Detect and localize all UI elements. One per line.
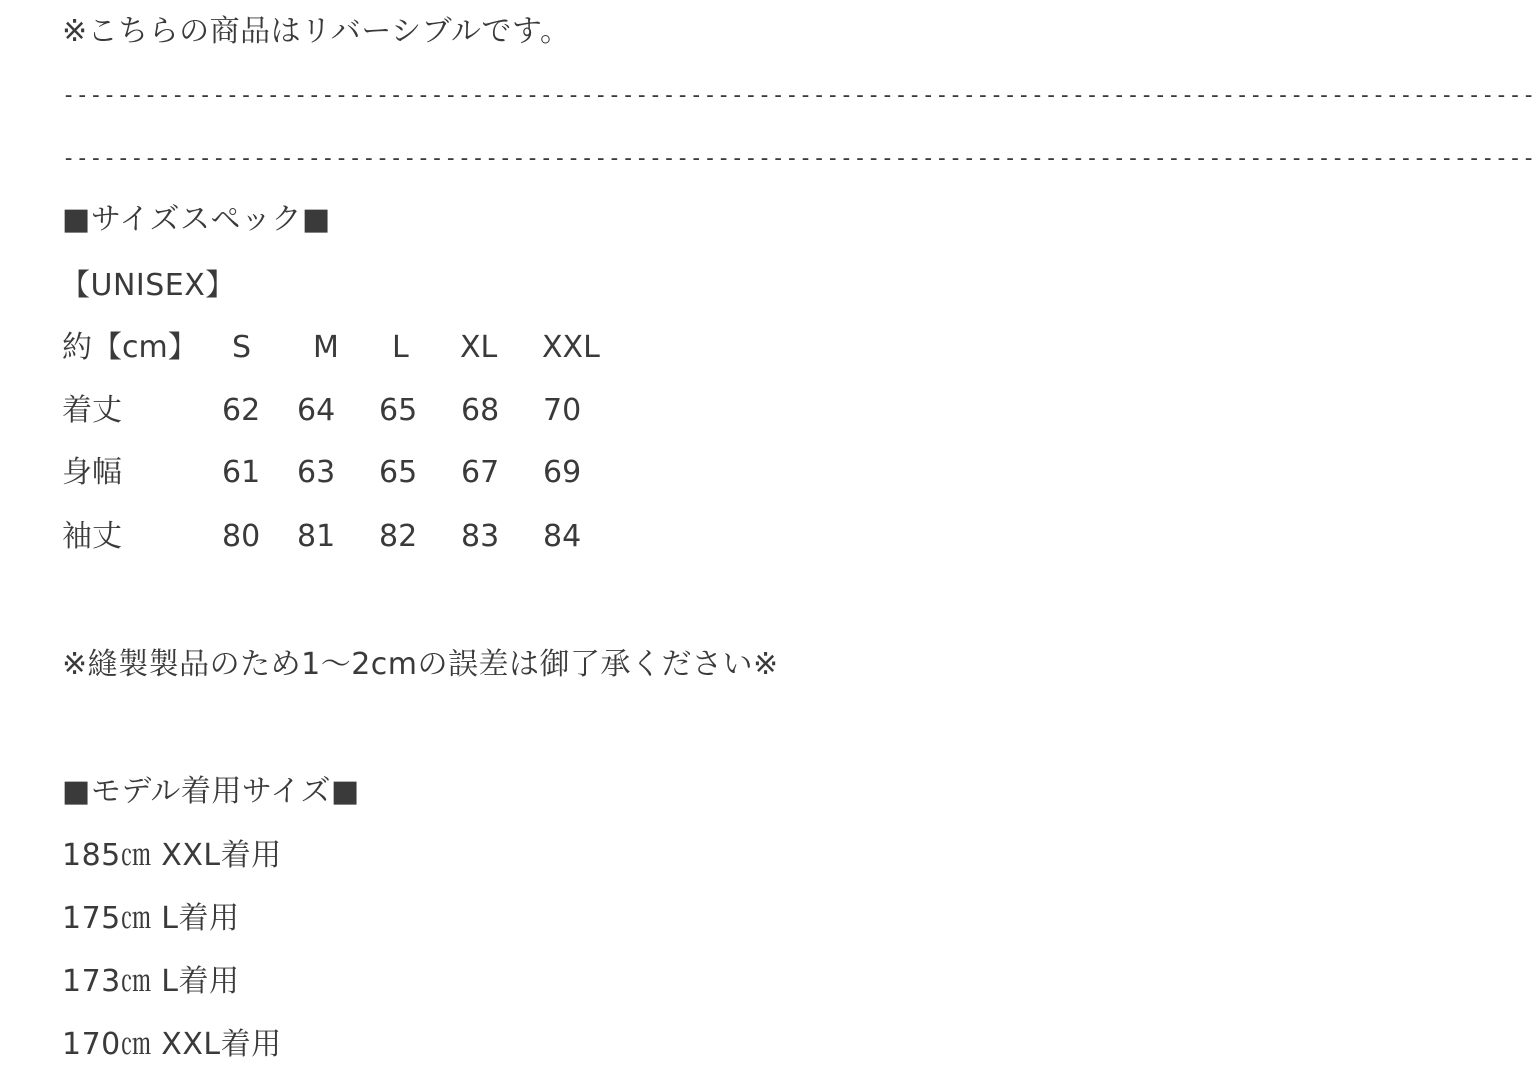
- gender-label: 【UNISEX】: [60, 268, 236, 303]
- size-xxl-header: XXL: [542, 330, 600, 365]
- separator-line: ------------------------------------------------------------------------------------------------------------: [62, 146, 1536, 171]
- table-cell: 84: [543, 519, 582, 554]
- table-cell: 65: [379, 455, 418, 490]
- size-s-header: S: [232, 330, 252, 365]
- table-cell: 62: [222, 393, 261, 428]
- list-item: 170㎝ XXL着用: [62, 1027, 282, 1062]
- reversible-notice: ※こちらの商品はリバーシブルです。: [62, 14, 571, 49]
- table-cell: 67: [461, 455, 500, 490]
- table-cell: 63: [297, 455, 336, 490]
- tolerance-note: ※縫製製品のため1〜2cmの誤差は御了承ください※: [62, 647, 779, 682]
- size-spec-heading: ■サイズスペック■: [62, 202, 331, 237]
- unit-label: 約【cm】: [62, 330, 198, 365]
- size-m-header: M: [313, 330, 339, 365]
- table-cell: 64: [297, 393, 336, 428]
- model-size-heading: ■モデル着用サイズ■: [62, 774, 360, 809]
- table-cell: 61: [222, 455, 261, 490]
- row-label: 着丈: [62, 393, 122, 428]
- table-cell: 80: [222, 519, 261, 554]
- table-cell: 69: [543, 455, 582, 490]
- row-label: 身幅: [62, 455, 122, 490]
- list-item: 185㎝ XXL着用: [62, 838, 282, 873]
- table-cell: 68: [461, 393, 500, 428]
- size-l-header: L: [392, 330, 409, 365]
- table-cell: 83: [461, 519, 500, 554]
- list-item: 173㎝ L着用: [62, 964, 240, 999]
- table-cell: 81: [297, 519, 336, 554]
- list-item: 175㎝ L着用: [62, 901, 240, 936]
- size-xl-header: XL: [460, 330, 498, 365]
- table-cell: 65: [379, 393, 418, 428]
- row-label: 袖丈: [62, 519, 122, 554]
- separator-line: ------------------------------------------------------------------------------------------------------------: [62, 83, 1536, 108]
- table-cell: 82: [379, 519, 418, 554]
- table-cell: 70: [543, 393, 582, 428]
